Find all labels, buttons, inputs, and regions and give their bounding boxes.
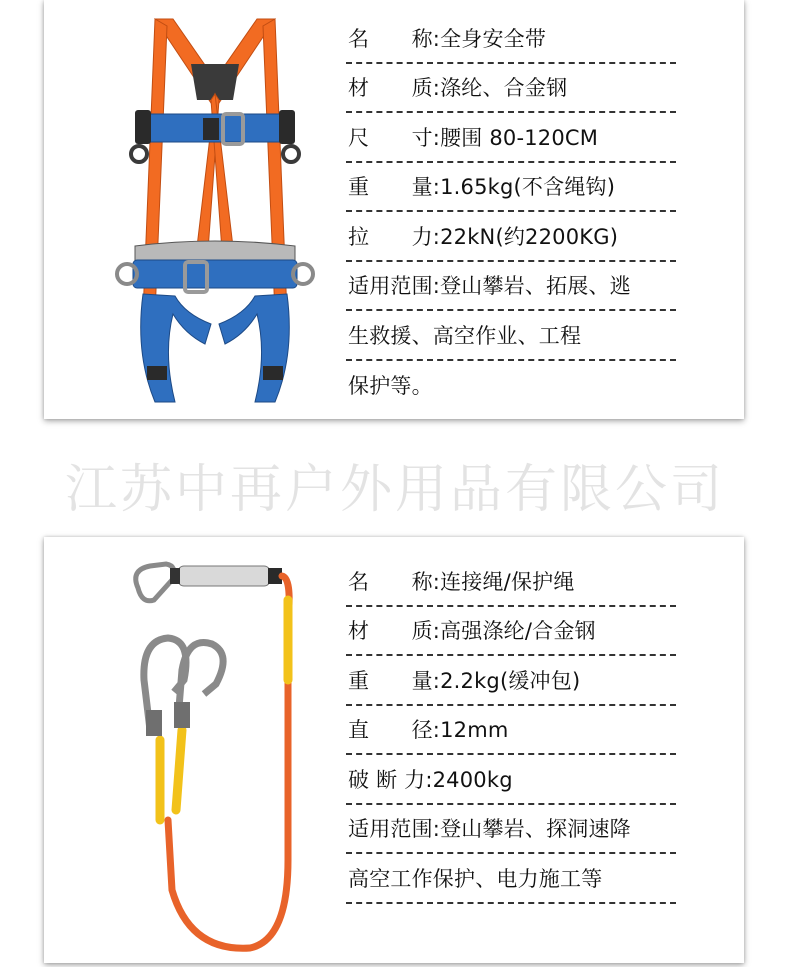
spec-row-material: 材 质:涤纶、合金钢 xyxy=(346,64,676,114)
spec-row-usage-cont: 生救援、高空作业、工程 xyxy=(346,311,676,361)
spec-row-breaking-force: 破 断 力:2400kg xyxy=(346,755,676,805)
spec-row-usage-end: 保护等。 xyxy=(348,374,433,399)
lanyard-spec-list xyxy=(346,557,676,904)
spec-row-usage: 适用范围:登山攀岩、拓展、逃 xyxy=(346,262,676,312)
spec-row-size: 尺 寸:腰围 80-120CM xyxy=(346,113,676,163)
spec-row-diameter: 直 径:12mm xyxy=(346,706,676,756)
company-watermark: 江苏中再户外用品有限公司 xyxy=(64,460,725,520)
spec-row-name: 名 称:连接绳/保护绳 xyxy=(346,557,676,607)
spec-row-weight: 重 量:2.2kg(缓冲包) xyxy=(346,656,676,706)
spec-row-usage: 适用范围:登山攀岩、探洞速降 xyxy=(346,805,676,855)
harness-spec-list xyxy=(346,14,676,410)
spec-row-weight: 重 量:1.65kg(不含绳钩) xyxy=(346,163,676,213)
spec-row-material: 材 质:高强涤纶/合金钢 xyxy=(346,607,676,657)
lanyard-image xyxy=(120,560,310,955)
harness-image xyxy=(115,14,315,414)
spec-row-usage-cont: 高空工作保护、电力施工等 xyxy=(346,854,676,904)
spec-row-tensile: 拉 力:22kN(约2200KG) xyxy=(346,212,676,262)
spec-row-name: 名 称:全身安全带 xyxy=(346,14,676,64)
